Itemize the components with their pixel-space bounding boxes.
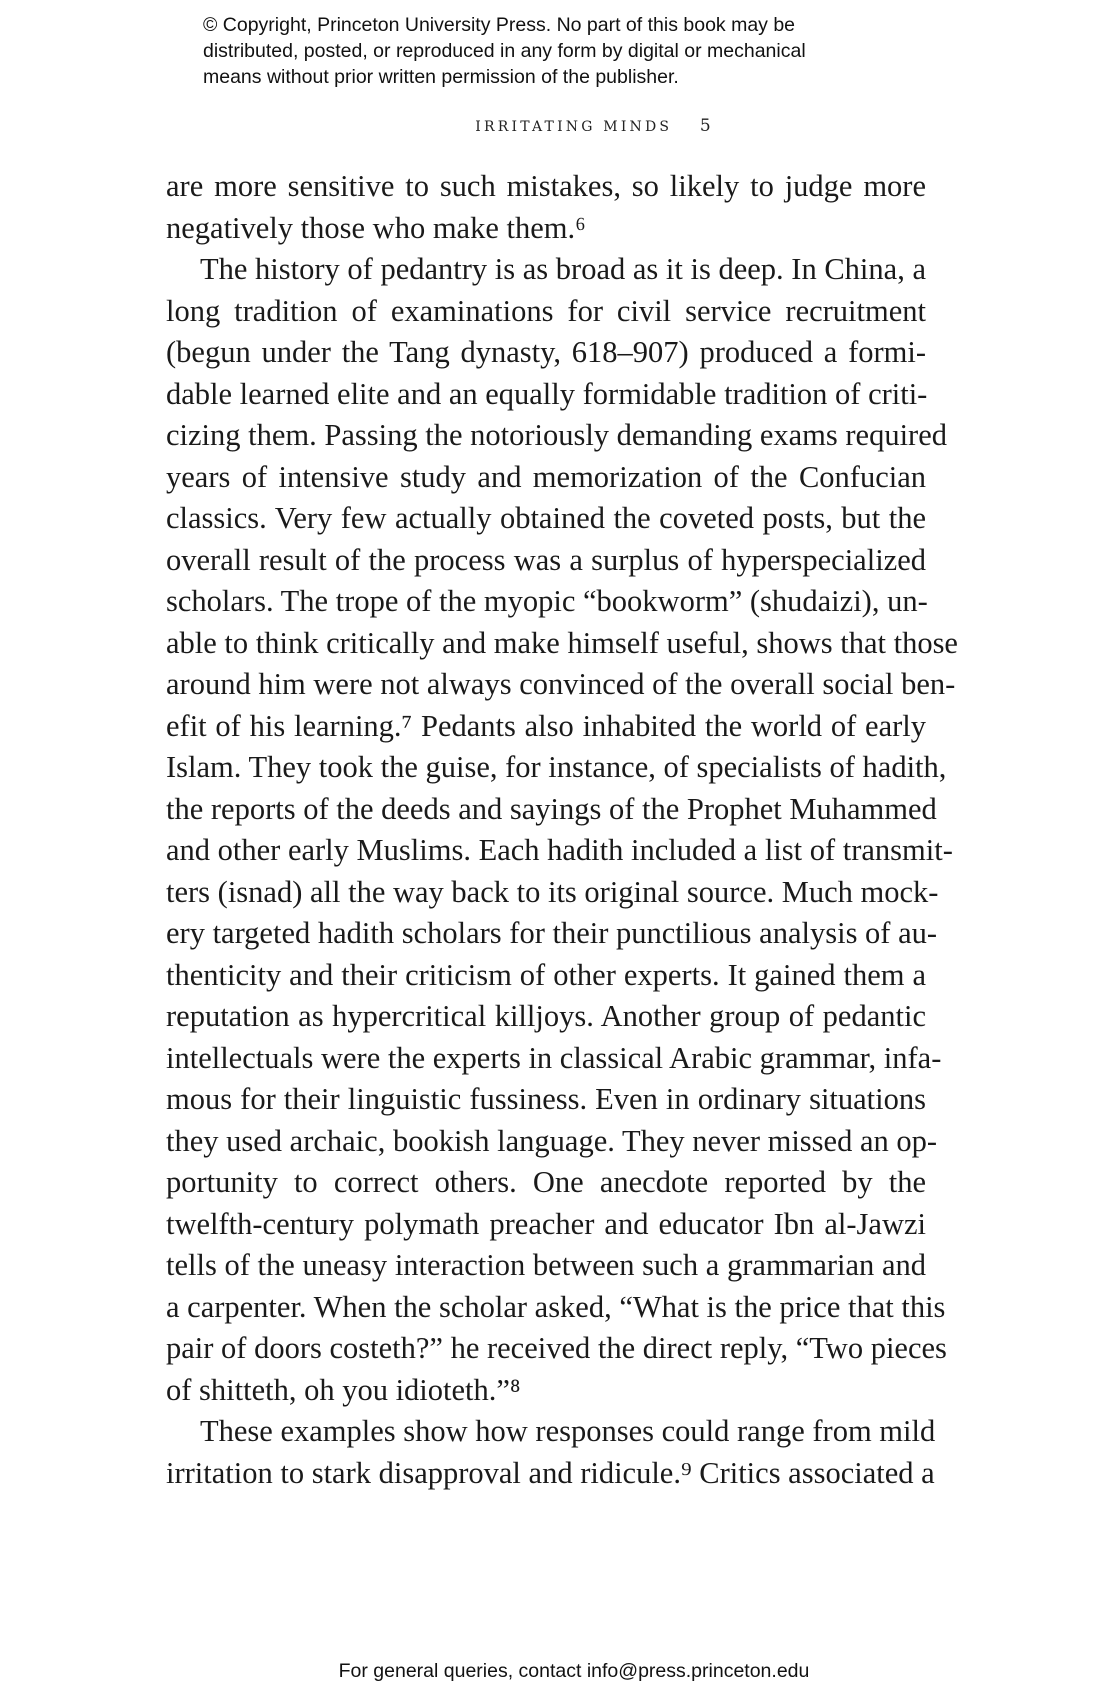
text-line: twelfth-century polymath preacher and educator Ibn al-Jawzi xyxy=(166,1206,926,1241)
text-line: classics. Very few actually obtained the coveted posts, but the xyxy=(166,501,926,535)
text-line: negatively those who make them.⁶ xyxy=(166,210,586,245)
text-line: irritation to stark disapproval and ridicule.⁹ Critics associated a xyxy=(166,1455,935,1490)
text-line: thenticity and their criticism of other experts. It gained them a xyxy=(166,957,926,992)
text-line: dable learned elite and an equally formidable tradition of criti- xyxy=(166,376,928,411)
footer-contact xyxy=(0,1660,1100,1683)
text-line: (begun under the Tang dynasty, 618–907) produced a formi- xyxy=(166,335,926,369)
copyright-notice xyxy=(203,12,963,90)
text-line: they used archaic, bookish language. They never missed an op- xyxy=(166,1123,938,1158)
text-line: portunity to correct others. One anecdote reported by the xyxy=(166,1165,926,1199)
text-line: and other early Muslims. Each hadith included a list of transmit- xyxy=(166,833,953,867)
running-head-title: IRRITATING MINDS xyxy=(475,119,673,135)
text-line: a carpenter. When the scholar asked, “What is the price that this xyxy=(166,1289,946,1324)
text-line: the reports of the deeds and sayings of the Prophet Muhammed xyxy=(166,791,937,826)
running-head xyxy=(0,116,1100,136)
page-number: 5 xyxy=(699,116,711,136)
text-line: overall result of the process was a surplus of hyperspecialized xyxy=(166,542,926,577)
text-line: ters (isnad) all the way back to its original source. Much mock- xyxy=(166,874,939,909)
text-line: tells of the uneasy interaction between such a grammarian and xyxy=(166,1248,926,1282)
text-line: are more sensitive to such mistakes, so likely to judge more xyxy=(166,169,926,203)
text-line: ery targeted hadith scholars for their punctilious analysis of au- xyxy=(166,916,938,950)
body-text xyxy=(166,166,958,1494)
text-line: The history of pedantry is as broad as it is deep. In China, a xyxy=(200,252,926,286)
text-line: reputation as hypercritical killjoys. Another group of pedantic xyxy=(166,999,926,1033)
text-line: pair of doors costeth?” he received the direct reply, “Two pieces xyxy=(166,1331,947,1365)
footer-text: For general queries, contact info@press.princeton.edu xyxy=(338,1660,810,1682)
text-line: intellectuals were the experts in classical Arabic grammar, infa- xyxy=(166,1040,942,1075)
text-line: years of intensive study and memorization of the Confucian xyxy=(166,459,926,494)
text-line: mous for their linguistic fussiness. Even in ordinary situations xyxy=(166,1082,926,1116)
copyright-line: © Copyright, Princeton University Press. No part of this book may be xyxy=(203,14,796,36)
text-line: of shitteth, oh you idioteth.”⁸ xyxy=(166,1372,521,1407)
text-line: long tradition of examinations for civil service recruitment xyxy=(166,293,926,328)
copyright-line: means without prior written permission of the publisher. xyxy=(203,66,679,88)
copyright-line: distributed, posted, or reproduced in any form by digital or mechanical xyxy=(203,40,806,62)
text-line: around him were not always convinced of the overall social ben- xyxy=(166,667,956,701)
text-line: Islam. They took the guise, for instance, of specialists of hadith, xyxy=(166,750,947,784)
text-line: cizing them. Passing the notoriously demanding exams required xyxy=(166,418,947,452)
text-line: scholars. The trope of the myopic “bookworm” (shudaizi), un- xyxy=(166,584,928,618)
text-line: These examples show how responses could range from mild xyxy=(200,1414,936,1448)
text-line: able to think critically and make himself useful, shows that those xyxy=(166,625,958,660)
text-line: efit of his learning.⁷ Pedants also inhabited the world of early xyxy=(166,708,926,743)
